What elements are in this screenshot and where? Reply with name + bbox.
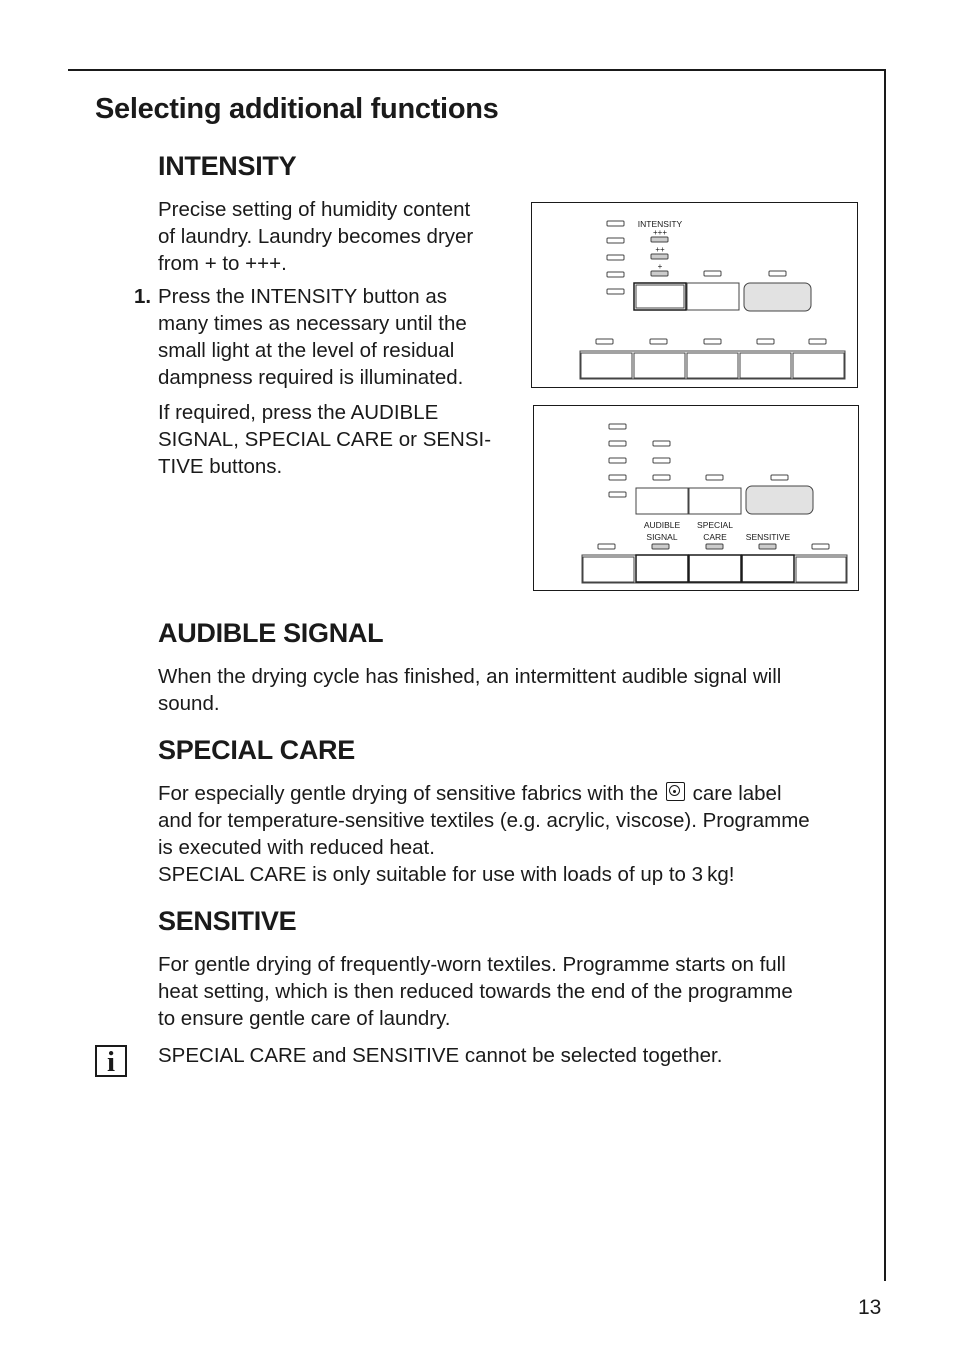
sensitive-line: For gentle drying of frequently-worn textiles. Programme starts on full bbox=[158, 953, 786, 976]
panel-button bbox=[796, 557, 846, 582]
intensity-label: INTENSITY bbox=[637, 219, 683, 229]
note-line: SIGNAL, SPECIAL CARE or SENSI- bbox=[158, 428, 492, 451]
intensity-heading: INTENSITY bbox=[158, 151, 297, 181]
audible-label: SIGNAL bbox=[646, 532, 678, 542]
special-care-button bbox=[689, 555, 741, 582]
special-line: and for temperature-sensitive textiles (e.g. acrylic, viscose). Programme bbox=[158, 809, 810, 832]
page-number: 13 bbox=[858, 1296, 882, 1319]
indicator-led bbox=[650, 339, 667, 344]
indicator-led bbox=[704, 339, 721, 344]
indicator-led bbox=[609, 492, 626, 497]
panel-button bbox=[634, 353, 685, 378]
panel-button bbox=[687, 353, 738, 378]
indicator-led bbox=[607, 221, 624, 226]
special-label: CARE bbox=[703, 532, 727, 542]
indicator-led bbox=[607, 238, 624, 243]
info-icon: i bbox=[95, 1045, 127, 1077]
panel-button bbox=[687, 283, 739, 310]
panel-button bbox=[740, 353, 791, 378]
special-line-start: For especially gentle drying of sensitive fabrics with the bbox=[158, 782, 659, 805]
panel-button bbox=[689, 488, 741, 514]
step-line: dampness required is illuminated. bbox=[158, 366, 464, 389]
intensity-led-high bbox=[651, 237, 668, 242]
indicator-led bbox=[769, 271, 786, 276]
intensity-intro-line: Precise setting of humidity content bbox=[158, 198, 471, 221]
indicator-led bbox=[607, 272, 624, 277]
sensitive-label: SENSITIVE bbox=[745, 532, 791, 542]
step-line: Press the INTENSITY button as bbox=[158, 285, 448, 308]
gentle-drying-care-symbol-icon bbox=[666, 782, 685, 801]
intensity-led-medium bbox=[651, 254, 668, 259]
special-label: SPECIAL bbox=[697, 520, 733, 530]
indicator-led bbox=[653, 475, 670, 480]
indicator-led bbox=[609, 424, 626, 429]
step-line: many times as necessary until the bbox=[158, 312, 467, 335]
panel-1-drawing bbox=[532, 203, 857, 387]
intensity-intro bbox=[158, 196, 473, 277]
page-title: Selecting additional functions bbox=[95, 93, 499, 125]
audible-label: AUDIBLE bbox=[643, 520, 681, 530]
right-rule bbox=[884, 69, 886, 1281]
control-panel-options-diagram bbox=[533, 405, 859, 591]
audible-text bbox=[158, 663, 781, 717]
indicator-led bbox=[653, 458, 670, 463]
intensity-note bbox=[158, 399, 491, 480]
indicator-led bbox=[704, 271, 721, 276]
start-button bbox=[746, 486, 813, 514]
indicator-led bbox=[607, 255, 624, 260]
panel-button bbox=[583, 557, 634, 582]
level-label: +++ bbox=[652, 228, 668, 237]
indicator-led bbox=[812, 544, 829, 549]
panel-button bbox=[581, 353, 632, 378]
panel-button bbox=[793, 353, 844, 378]
note-line: If required, press the AUDIBLE bbox=[158, 401, 439, 424]
sensitive-line: heat setting, which is then reduced towards the end of the programme bbox=[158, 980, 793, 1003]
indicator-led bbox=[771, 475, 788, 480]
audible-line: sound. bbox=[158, 692, 220, 715]
indicator-led bbox=[609, 475, 626, 480]
special-care-heading: SPECIAL CARE bbox=[158, 735, 355, 765]
step-number: 1. bbox=[134, 285, 152, 308]
indicator-led bbox=[809, 339, 826, 344]
intensity-intro-line: from + to +++. bbox=[158, 252, 287, 275]
step-line: small light at the level of residual bbox=[158, 339, 455, 362]
panel-button bbox=[636, 488, 688, 514]
indicator-led bbox=[607, 289, 624, 294]
top-rule bbox=[68, 69, 886, 71]
sensitive-button bbox=[742, 555, 794, 582]
sensitive-led bbox=[759, 544, 776, 549]
sensitive-line: to ensure gentle care of laundry. bbox=[158, 1007, 451, 1030]
note-line: TIVE buttons. bbox=[158, 455, 283, 478]
indicator-led bbox=[596, 339, 613, 344]
audible-heading: AUDIBLE SIGNAL bbox=[158, 618, 384, 648]
indicator-led bbox=[653, 441, 670, 446]
intensity-step bbox=[158, 283, 467, 391]
special-care-text bbox=[158, 780, 810, 888]
sensitive-text bbox=[158, 951, 793, 1032]
start-button bbox=[744, 283, 811, 311]
indicator-led bbox=[598, 544, 615, 549]
panel-2-drawing bbox=[534, 406, 858, 590]
info-text: SPECIAL CARE and SENSITIVE cannot be selected together. bbox=[158, 1044, 723, 1067]
intensity-led-low bbox=[651, 271, 668, 276]
special-line-end: care label bbox=[692, 782, 782, 805]
intensity-button-inner bbox=[636, 285, 684, 308]
special-care-led bbox=[706, 544, 723, 549]
control-panel-intensity-diagram bbox=[531, 202, 858, 388]
sensitive-heading: SENSITIVE bbox=[158, 906, 297, 936]
special-line bbox=[158, 780, 810, 807]
audible-signal-button bbox=[636, 555, 688, 582]
indicator-led bbox=[609, 441, 626, 446]
audible-signal-led bbox=[652, 544, 669, 549]
indicator-led bbox=[609, 458, 626, 463]
special-line: SPECIAL CARE is only suitable for use with loads of up to 3 kg! bbox=[158, 863, 735, 886]
level-label: + bbox=[657, 262, 663, 271]
indicator-led bbox=[706, 475, 723, 480]
indicator-led bbox=[757, 339, 774, 344]
audible-line: When the drying cycle has finished, an intermittent audible signal will bbox=[158, 665, 782, 688]
level-label: ++ bbox=[655, 245, 665, 254]
special-line: is executed with reduced heat. bbox=[158, 836, 435, 859]
intensity-intro-line: of laundry. Laundry becomes dryer bbox=[158, 225, 474, 248]
